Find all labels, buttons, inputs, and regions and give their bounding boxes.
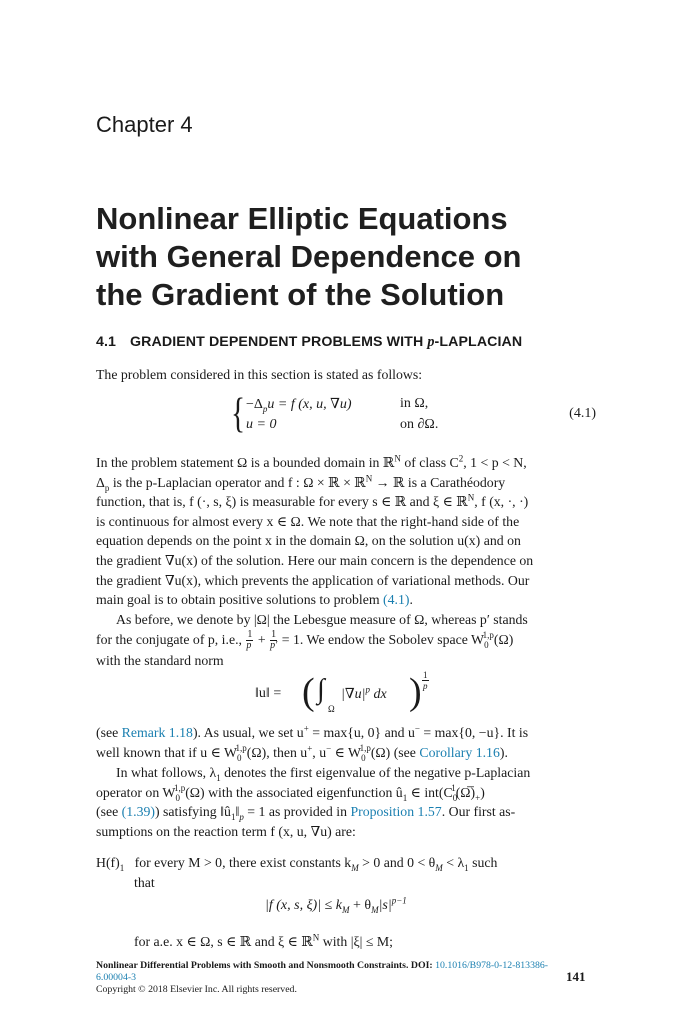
page-title [96,200,521,314]
text-line: main goal is to obtain positive solutions to problem (4.1). [96,592,413,608]
paragraph-1 [96,453,596,610]
text-line: that [134,874,155,890]
footer-copyright: Copyright © 2018 Elsevier Inc. All rights reserved. [96,984,297,995]
eq-line1-condition: in Ω, [400,396,429,411]
norm-exponent: $\frac{1}{p}$ [423,670,428,691]
eq-line2-lhs: u = 0 [246,417,277,432]
text-line: with the standard norm [96,652,224,668]
text-line: (see Remark 1.18). As usual, we set u+ = max{u, 0} and u− = max{0, −u}. It is [96,723,529,740]
equation-1-39-link[interactable]: (1.39) [121,804,156,820]
footer-citation: Nonlinear Differential Problems with Smooth and Nonsmooth Constraints. DOI: 10.1016/B978-0-12-813386-6.00004-3 [96,960,549,983]
section-title-end: -LAPLACIAN [434,334,523,350]
fraction-1-over-pprime: $\frac{1}{p'}$ [270,628,278,651]
title-line: Nonlinear Elliptic Equations [96,201,508,236]
text-line: sumptions on the reaction term f (x, u, ∇u) are: [96,823,356,839]
hypothesis-hf1 [96,853,596,892]
corollary-link[interactable]: Corollary 1.16 [419,744,500,760]
text-line: equation depends on the point x in the domain Ω, on the solution u(x) and on [96,533,521,549]
hypothesis-label: $H(f)_1$ [96,855,125,873]
text-line: In the problem statement Ω is a bounded domain in ℝ$^N$ of class $C^2$, 1 < p < N, [96,453,527,470]
left-brace: { [231,391,246,437]
remark-link[interactable]: Remark 1.18 [121,725,193,740]
text-line: In what follows, $\lambda_1$ denotes the first eigenvalue of the negative p-Laplacian [116,765,531,783]
text-line: well known that if u ∈ $W_0^{1,p}(\Omega)$, then u+, u− ∈ $W_0^{1,p}(\Omega)$ (see Corollary 1.16). [96,743,508,763]
footer [96,960,576,996]
doi-link[interactable]: 10.1016/B978-0-12-813386-6.00004-3 [96,960,549,983]
equation-4-1 [228,392,596,442]
text-line: function, that is, f (·, s, ξ) is measurable for every s ∈ ℝ and ξ ∈ ℝ$^N$, f (x, ·, ·) [96,492,529,510]
title-line: with General Dependence on [96,239,522,274]
section-heading [96,334,522,351]
text-line: $H(f)_1$ for every M > 0, there exist constants $k_M > 0$ and $0 < \theta_M < \lambda_1$ such [96,855,498,873]
paragraph-3 [96,723,596,762]
paragraph-2 [96,610,596,671]
text-line: $\Delta_p$ is the p-Laplacian operator and f : Ω × ℝ × ℝ$^N$ → ℝ is a Carathéodory [96,473,506,493]
hypothesis-condition: for a.e. x ∈ Ω, s ∈ ℝ and ξ ∈ ℝ$^N$ with |ξ| ≤ M; [134,932,393,949]
paragraph-4 [96,763,596,841]
hypothesis-inequality: |f (x, s, $\xi)| \le k_M + \theta_M|s|^{p-1}$ [265,895,407,915]
text-line: the gradient ∇u(x) of the solution. Here our main concern is the dependence on [96,552,534,568]
text-line: for the conjugate of p, i.e., $\frac{1}{p}$ + $\frac{1}{p'}$ = 1. We endow the Sobolev space $W_0^{1,p}(\Omega)$ [96,628,514,651]
text-line: operator on $W_0^{1,p}(\Omega)$ with the associated eigenfunction $û_1$ ∈ $int(C_0^1(\Omega̅)_+)$ [96,783,485,803]
eq-line1-lhs: $-\Delta_pu = f$ (x, u, ∇u) [246,397,352,414]
fraction-1-over-p: $\frac{1}{p}$ [246,628,253,651]
eq-line2-condition: on ∂Ω. [400,417,439,432]
text-line: (see (1.39)) satisfying $‖û_1‖_p = 1$ as provided in Proposition 1.57. Our first as- [96,804,516,822]
text-line: As before, we denote by |Ω| the Lebesgue measure of Ω, whereas p′ stands [116,612,528,627]
norm-equation: ‖u‖ = ( ∫ Ω $|\nabla u|^p$ dx ) $\frac{1}{p}$ [255,670,428,714]
text-line: the gradient ∇u(x), which prevents the application of variational methods. Our [96,572,530,588]
equation-tag: (4.1) [569,406,596,421]
proposition-link[interactable]: Proposition 1.57 [350,804,442,820]
chapter-label: Chapter 4 [96,112,193,137]
section-title-italic: p [427,334,435,350]
page-number: 141 [566,969,586,984]
equation-ref-link[interactable]: (4.1) [383,592,410,608]
title-line: the Gradient of the Solution [96,277,505,312]
section-title: GRADIENT DEPENDENT PROBLEMS WITH [130,334,428,350]
text-line: is continuous for almost every x ∈ Ω. We note that the right-hand side of the [96,513,520,529]
intro-text: The problem considered in this section is stated as follows: [96,367,423,382]
section-number: 4.1 [96,334,117,350]
